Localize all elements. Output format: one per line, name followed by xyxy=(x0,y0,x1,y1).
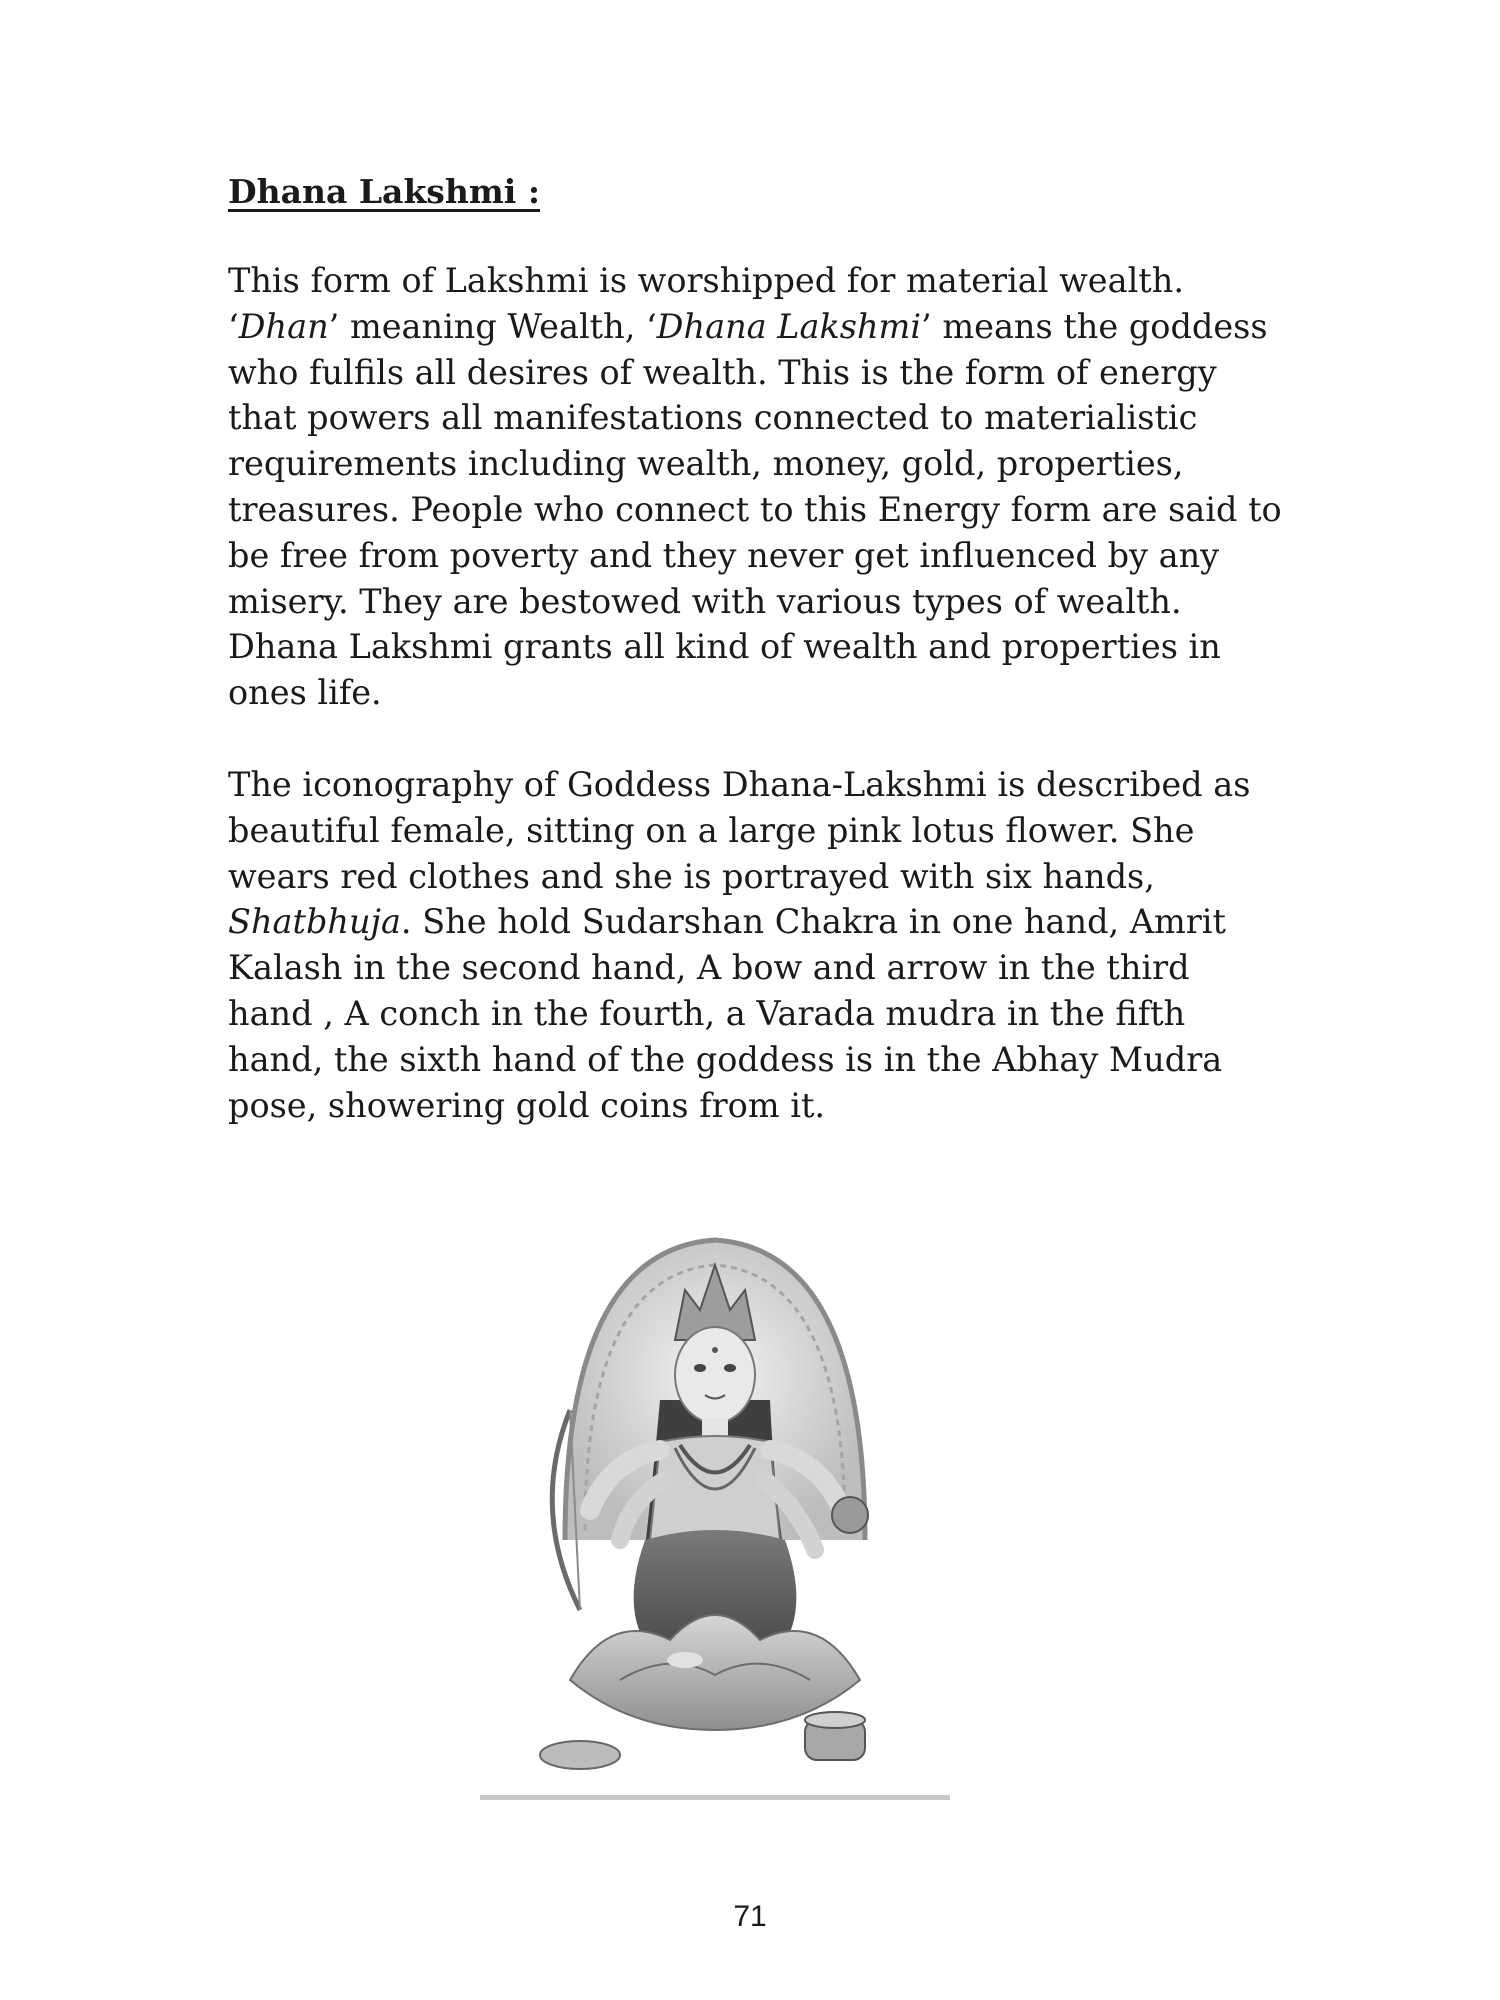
quote-open: ‘ xyxy=(228,306,239,346)
paragraph-line: This form of Lakshmi is worshipped for material wealth. xyxy=(228,261,1184,300)
paragraph-line: requirements including wealth, money, gold, properties, xyxy=(228,444,1184,484)
section-heading: Dhana Lakshmi : xyxy=(228,172,541,211)
paragraph-line: that powers all manifestations connected to materialistic xyxy=(228,398,1198,438)
paragraph-line: wears red clothes and she is portrayed with six hands, xyxy=(228,856,1155,896)
paragraph-line: beautiful female, sitting on a large pink lotus flower. She xyxy=(228,810,1195,850)
quote-close: ’ xyxy=(921,306,932,346)
goddess-lakshmi-illustration xyxy=(470,1210,960,1810)
paragraph-line: pose, showering gold coins from it. xyxy=(228,1085,826,1125)
quote-close: ’ xyxy=(328,306,340,346)
paragraph-iconography xyxy=(228,762,1288,1128)
paragraph-line: be free from poverty and they never get influenced by any xyxy=(228,535,1220,575)
page-number: 71 xyxy=(733,1900,767,1933)
paragraph-line: Dhana Lakshmi grants all kind of wealth and properties in xyxy=(228,627,1221,667)
term-shatbhuja: Shatbhuja xyxy=(228,902,401,942)
line-end-text: . She hold Sudarshan Chakra in one hand, Amrit xyxy=(400,902,1226,942)
paragraph-line xyxy=(228,899,1288,945)
paragraph-line xyxy=(228,304,1288,350)
paragraph-line: treasures. People who connect to this Energy form are said to xyxy=(228,489,1282,529)
term-dhana-lakshmi: Dhana Lakshmi xyxy=(656,306,922,346)
line-end-text: means the goddess xyxy=(931,306,1268,346)
line-middle-text: meaning Wealth, xyxy=(339,306,647,346)
paragraph-line: hand, the sixth hand of the goddess is in the Abhay Mudra xyxy=(228,1039,1223,1079)
paragraph-line: Kalash in the second hand, A bow and arrow in the third xyxy=(228,948,1190,988)
paragraph-line: who fulfils all desires of wealth. This is the form of energy xyxy=(228,352,1217,392)
goddess-lakshmi-icon xyxy=(470,1210,960,1810)
paragraph-description xyxy=(228,258,1288,716)
term-dhan: Dhan xyxy=(238,306,329,346)
paragraph-line: hand , A conch in the fourth, a Varada mudra in the fifth xyxy=(228,993,1186,1033)
paragraph-line: ones life. xyxy=(228,673,382,713)
paragraph-line: misery. They are bestowed with various types of wealth. xyxy=(228,581,1182,621)
paragraph-line: The iconography of Goddess Dhana-Lakshmi is described as xyxy=(228,765,1251,804)
quote-open: ‘ xyxy=(646,306,657,346)
